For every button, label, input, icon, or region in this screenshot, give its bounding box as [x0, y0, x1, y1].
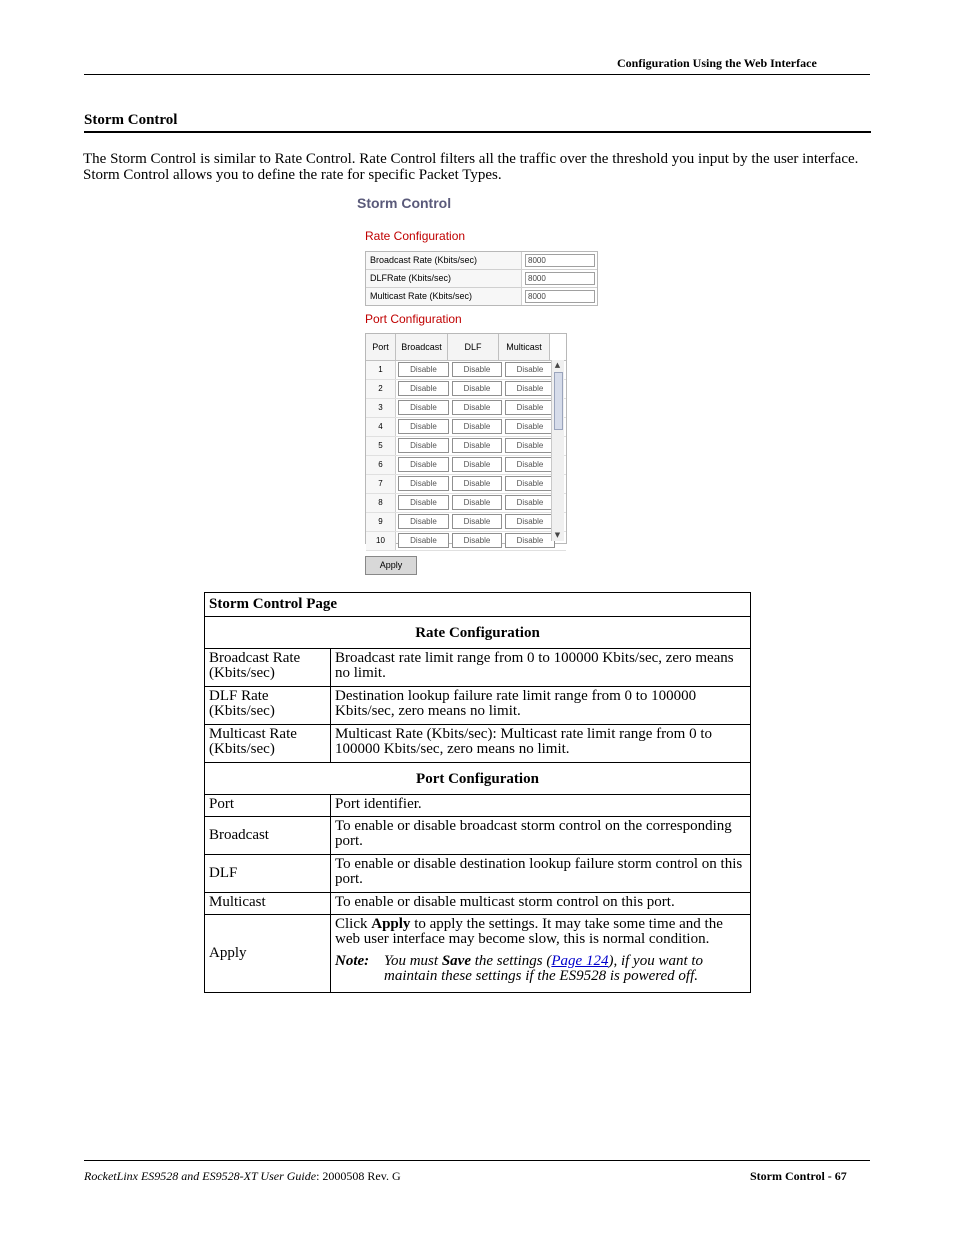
broadcast-select[interactable]: Disable: [398, 419, 449, 434]
footer-page: Storm Control - 67: [750, 1169, 847, 1183]
port-number: 8: [366, 494, 396, 512]
field-name: Broadcast Rate (Kbits/sec): [205, 649, 331, 687]
port-config-heading: Port Configuration: [365, 312, 462, 326]
port-row: [366, 513, 566, 532]
dlf-rate-input[interactable]: [525, 272, 595, 285]
table-row: [205, 795, 751, 817]
broadcast-select[interactable]: Disable: [398, 476, 449, 491]
dlf-select[interactable]: Disable: [452, 362, 502, 377]
port-config-section: Port Configuration: [205, 763, 751, 795]
multicast-select[interactable]: Disable: [505, 457, 555, 472]
field-desc: Port identifier.: [331, 795, 751, 817]
field-name: DLF: [205, 855, 331, 893]
field-name: Port: [205, 795, 331, 817]
intro-paragraph: The Storm Control is similar to Rate Control. Rate Control filters all the traffic over the threshold you input by the user interface. Storm Control allows you to define the rate for specific Packet Types.: [83, 151, 859, 183]
table-row: [205, 855, 751, 893]
note: [335, 954, 746, 984]
note-label: Note:: [335, 953, 370, 969]
page-link[interactable]: Page 124: [551, 953, 609, 969]
field-desc: Broadcast rate limit range from 0 to 100000 Kbits/sec, zero means no limit.: [331, 649, 751, 687]
port-number: 7: [366, 475, 396, 493]
multicast-select[interactable]: Disable: [505, 438, 555, 453]
multicast-rate-input[interactable]: [525, 290, 595, 303]
broadcast-select[interactable]: Disable: [398, 514, 449, 529]
field-name: Broadcast: [205, 817, 331, 855]
port-row: [366, 418, 566, 437]
multicast-select[interactable]: Disable: [505, 381, 555, 396]
dlf-select[interactable]: Disable: [452, 438, 502, 453]
dlf-select[interactable]: Disable: [452, 476, 502, 491]
storm-control-table: [204, 592, 751, 993]
col-multicast: Multicast: [499, 334, 550, 360]
port-number: 10: [366, 532, 396, 550]
port-row: [366, 456, 566, 475]
field-name: Apply: [205, 915, 331, 993]
port-row: [366, 399, 566, 418]
port-number: 1: [366, 361, 396, 379]
table-row: [205, 687, 751, 725]
rate-config-table: [365, 251, 598, 306]
port-number: 2: [366, 380, 396, 398]
port-config-table: [365, 333, 567, 544]
section-title: Storm Control: [84, 112, 178, 128]
table-row: [205, 817, 751, 855]
port-table-scrollbar[interactable]: [551, 360, 564, 541]
footer-left: RocketLinx ES9528 and ES9528-XT User Guide: 2000508 Rev. G: [84, 1169, 401, 1183]
dlf-select[interactable]: Disable: [452, 457, 502, 472]
port-row: [366, 437, 566, 456]
port-number: 4: [366, 418, 396, 436]
dlf-select[interactable]: Disable: [452, 514, 502, 529]
field-name: DLF Rate (Kbits/sec): [205, 687, 331, 725]
port-row: [366, 532, 566, 551]
apply-description: Click Apply to apply the settings. It may take some time and the web user interface may become slow, this is normal condition.: [335, 916, 723, 947]
rate-row: [366, 270, 597, 288]
multicast-select[interactable]: Disable: [505, 362, 555, 377]
multicast-select[interactable]: Disable: [505, 495, 555, 510]
dlf-select[interactable]: Disable: [452, 400, 502, 415]
rate-config-heading: Rate Configuration: [365, 229, 466, 243]
table-row: [205, 649, 751, 687]
rate-label: DLFRate (Kbits/sec): [366, 270, 522, 287]
port-number: 9: [366, 513, 396, 531]
footer-rule: [84, 1160, 870, 1161]
port-number: 3: [366, 399, 396, 417]
scroll-up-icon[interactable]: ▲: [554, 361, 561, 369]
apply-button[interactable]: Apply: [365, 556, 417, 575]
table-row: [205, 893, 751, 915]
table-row: [205, 915, 751, 993]
scroll-down-icon[interactable]: ▼: [554, 531, 561, 539]
dlf-select[interactable]: Disable: [452, 419, 502, 434]
rate-row: [366, 252, 597, 270]
multicast-select[interactable]: Disable: [505, 419, 555, 434]
rate-label: Broadcast Rate (Kbits/sec): [366, 252, 522, 269]
field-desc: Multicast Rate (Kbits/sec): Multicast rate limit range from 0 to 100000 Kbits/sec, zero means no limit.: [331, 725, 751, 763]
field-desc: Destination lookup failure rate limit range from 0 to 100000 Kbits/sec, zero means no limit.: [331, 687, 751, 725]
header-rule: [84, 74, 870, 75]
port-row: [366, 380, 566, 399]
port-rows: [366, 361, 566, 551]
dlf-select[interactable]: Disable: [452, 533, 502, 548]
broadcast-select[interactable]: Disable: [398, 438, 449, 453]
table-title: Storm Control Page: [205, 593, 751, 617]
field-desc: [331, 915, 751, 993]
rate-row: [366, 288, 597, 305]
table-row: [205, 725, 751, 763]
section-rule: [84, 131, 871, 133]
note-text: You must Save the settings (Page 124), if you want to maintain these settings if the ES9528 is powered off.: [384, 953, 704, 984]
multicast-select[interactable]: Disable: [505, 476, 555, 491]
screenshot-title: Storm Control: [357, 195, 452, 211]
rate-config-section: Rate Configuration: [205, 617, 751, 649]
port-table-header: [366, 334, 566, 361]
dlf-select[interactable]: Disable: [452, 495, 502, 510]
multicast-select[interactable]: Disable: [505, 533, 555, 548]
col-port: Port: [366, 334, 396, 360]
broadcast-select[interactable]: Disable: [398, 495, 449, 510]
field-desc: To enable or disable destination lookup failure storm control on this port.: [331, 855, 751, 893]
rate-label: Multicast Rate (Kbits/sec): [366, 288, 522, 305]
broadcast-select[interactable]: Disable: [398, 381, 449, 396]
broadcast-rate-input[interactable]: [525, 254, 595, 267]
running-header: Configuration Using the Web Interface: [617, 56, 817, 70]
port-number: 5: [366, 437, 396, 455]
field-name: Multicast Rate (Kbits/sec): [205, 725, 331, 763]
dlf-select[interactable]: Disable: [452, 381, 502, 396]
field-name: Multicast: [205, 893, 331, 915]
broadcast-select[interactable]: Disable: [398, 400, 449, 415]
col-dlf: DLF: [448, 334, 499, 360]
field-desc: To enable or disable broadcast storm control on the corresponding port.: [331, 817, 751, 855]
broadcast-select[interactable]: Disable: [398, 362, 449, 377]
broadcast-select[interactable]: Disable: [398, 457, 449, 472]
port-number: 6: [366, 456, 396, 474]
port-row: [366, 494, 566, 513]
multicast-select[interactable]: Disable: [505, 400, 555, 415]
multicast-select[interactable]: Disable: [505, 514, 555, 529]
field-desc: To enable or disable multicast storm control on this port.: [331, 893, 751, 915]
port-row: [366, 361, 566, 380]
col-broadcast: Broadcast: [396, 334, 448, 360]
port-row: [366, 475, 566, 494]
broadcast-select[interactable]: Disable: [398, 533, 449, 548]
scroll-thumb[interactable]: [554, 372, 563, 430]
